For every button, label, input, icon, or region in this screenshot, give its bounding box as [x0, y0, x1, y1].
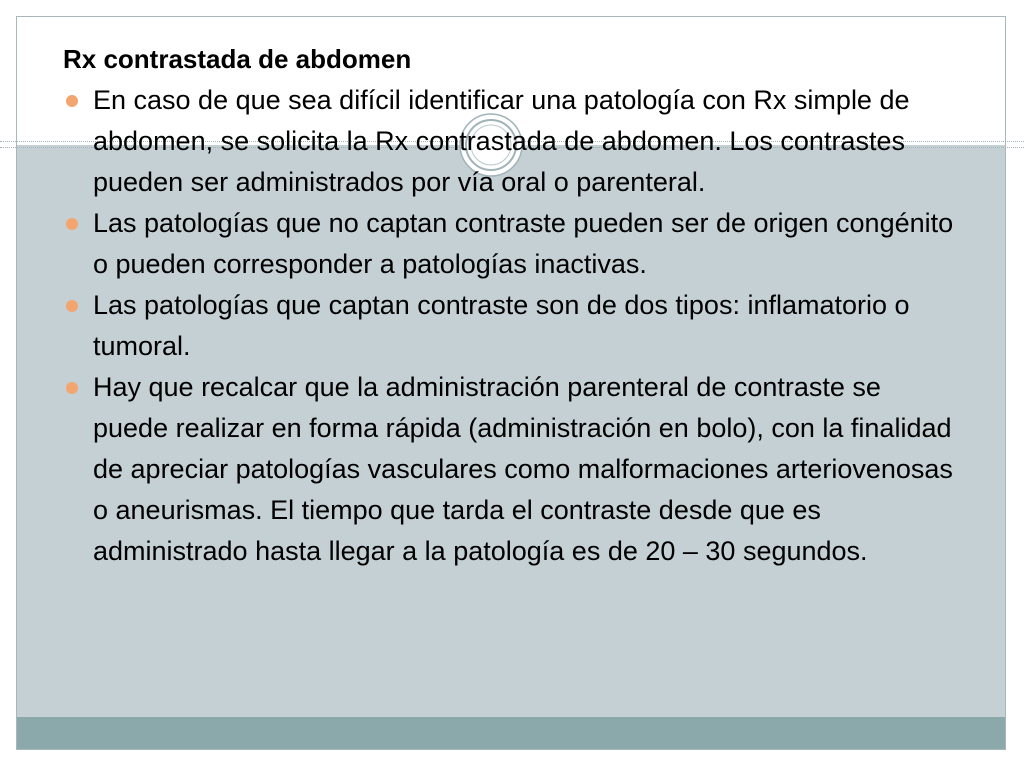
bullet-text: Las patologías que no captan contraste pueden ser de origen congénito o pueden corresponder a patologías inactivas.	[93, 208, 954, 279]
bullet-item	[63, 80, 963, 203]
slide-content	[63, 42, 963, 572]
slide-title: Rx contrastada de abdomen	[63, 44, 412, 74]
bullet-dot-icon	[66, 382, 78, 394]
bullet-item	[63, 285, 963, 367]
bullet-text: Hay que recalcar que la administración parenteral de contraste se puede realizar en forma rápida (administración en bolo), con la finalidad de apreciar patologías vasculares como malformaciones arteriovenosas o aneurismas. El tiempo que tarda el contraste desde que es administrado hasta llegar a la patología es de 20 – 30 segundos.	[93, 372, 953, 566]
bullet-item	[63, 203, 963, 285]
bullet-dot-icon	[66, 218, 78, 230]
slide-footer-band	[17, 717, 1005, 750]
bullet-text: En caso de que sea difícil identificar una patología con Rx simple de abdomen, se solicita la Rx contrastada de abdomen. Los contrastes pueden ser administrados por vía oral o parenteral.	[93, 85, 910, 197]
bullet-dot-icon	[66, 300, 78, 312]
bullet-dot-icon	[66, 95, 78, 107]
bullet-item	[63, 367, 963, 572]
bullet-text: Las patologías que captan contraste son de dos tipos: inflamatorio o tumoral.	[93, 290, 910, 361]
bullet-list	[63, 80, 963, 572]
